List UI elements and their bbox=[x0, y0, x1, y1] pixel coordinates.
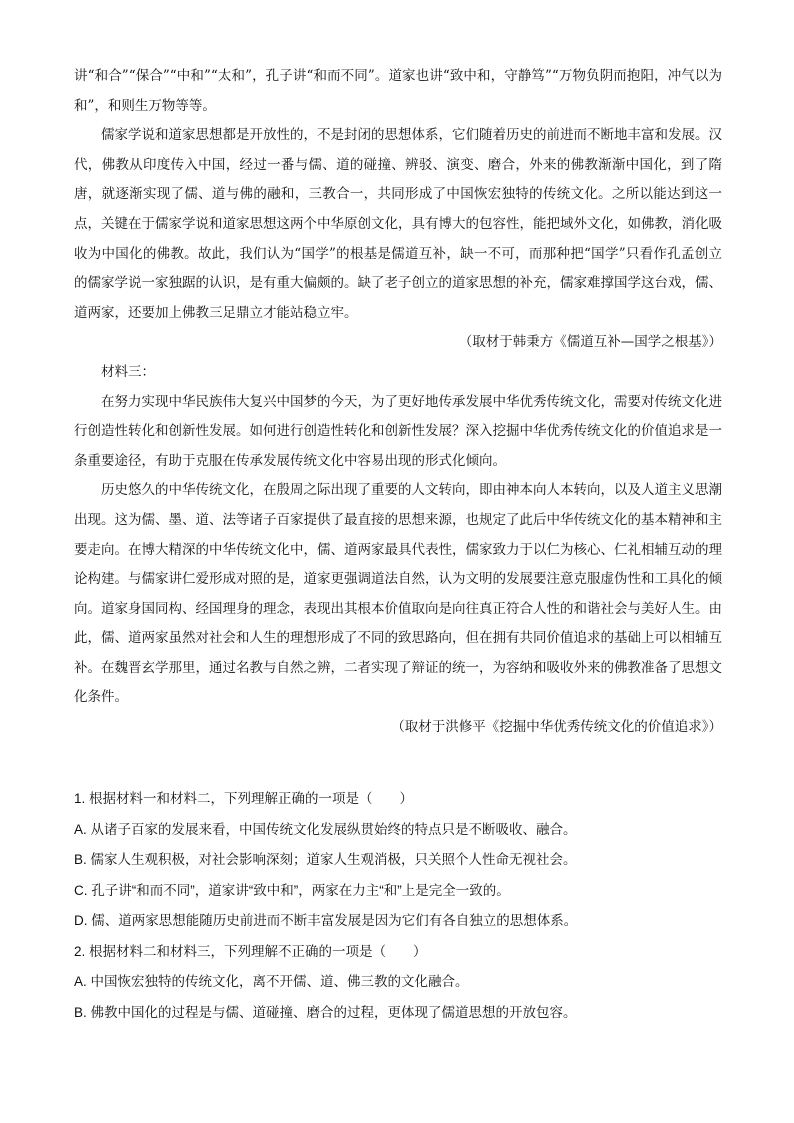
passage-paragraph: 在努力实现中华民族伟大复兴中国梦的今天，为了更好地传承发展中华优秀传统文化，需要对传统文化进行创造性转化和创新性发展。如何进行创造性转化和创新性发展？深入挖掘中华优秀传统文化的价值追求是一条重要途径，有助于克服在传承发展传统文化中容易出现的形式化倾向。 bbox=[74, 393, 722, 469]
answer-option-b: B. 儒家人生观积极，对社会影响深刻；道家人生观消极，只关照个人性命无视社会。 bbox=[74, 852, 577, 867]
answer-option-a: A. 从诸子百家的发展来看，中国传统文化发展纵贯始终的特点只是不断吸收、融合。 bbox=[74, 821, 577, 837]
answer-option-d: D. 儒、道两家思想能随历史前进而不断丰富发展是因为它们有各自独立的思想体系。 bbox=[74, 913, 578, 928]
question-list bbox=[74, 784, 722, 1028]
answer-option-a: A. 中国恢宏独特的传统文化，离不开儒、道、佛三教的文化融合。 bbox=[74, 974, 469, 989]
answer-option-c: C. 孔子讲“和而不同”，道家讲“致中和”，两家在力主“和”上是完全一致的。 bbox=[74, 882, 510, 898]
source-citation: （取材于韩秉方《儒道互补—国学之根基》） bbox=[458, 334, 722, 351]
material-heading: 材料三： bbox=[101, 363, 155, 380]
answer-option-b: B. 佛教中国化的过程是与儒、道碰撞、磨合的过程，更体现了儒道思想的开放包容。 bbox=[74, 1004, 577, 1020]
passage-paragraph-continued: 讲“和合”“保合”“中和”“太和”，孔子讲“和而不同”。道家也讲“致中和，守静笃”“万物负阴而抱阳，冲气以为和”，和则生万物等等。 bbox=[74, 68, 722, 114]
reading-passage bbox=[74, 62, 722, 743]
source-citation: （取材于洪修平《挖掘中华优秀传统文化的价值追求》） bbox=[391, 719, 722, 736]
question-stem: 1. 根据材料一和材料二，下列理解正确的一项是（ ） bbox=[74, 791, 414, 806]
passage-paragraph: 儒家学说和道家思想都是开放性的，不是封闭的思想体系，它们随着历史的前进而不断地丰富和发展。汉代，佛教从印度传入中国，经过一番与儒、道的碰撞、辨驳、演变、磨合，外来的佛教渐渐中国化，到了隋唐，就逐渐实现了儒、道与佛的融和，三教合一，共同形成了中国恢宏独特的传统文化。之所以能达到这一点，关键在于儒家学说和道家思想这两个中华原创文化，具有博大的包容性，能把域外文化，如佛教，消化吸收为中国化的佛教。故此，我们认为“国学”的根基是儒道互补，缺一不可，而那种把“国学”只看作孔孟创立的儒家学说一家独踞的认识，是有重大偏颇的。缺了老子创立的道家思想的补充，儒家难撑国学这台戏，儒、道两家，还要加上佛教三足鼎立才能站稳立牢。 bbox=[74, 127, 722, 321]
passage-paragraph: 历史悠久的中华传统文化，在殷周之际出现了重要的人文转向，即由神本向人本转向，以及人道主义思潮出现。这为儒、墨、道、法等诸子百家提供了最直接的思想来源，也规定了此后中华传统文化的基本精神和主要走向。在博大精深的中华传统文化中，儒、道两家最具代表性，儒家致力于以仁为核心、仁礼相辅互动的理论构建。与儒家讲仁爱形成对照的是，道家更强调道法自然，认为文明的发展要注意克服虚伪性和工具化的倾向。道家身国同构、经国理身的理念，表现出其根本价值取向是向往真正符合人性的和谐社会与美好人生。由此，儒、道两家虽然对社会和人生的理想形成了不同的致思路向，但在拥有共同价值追求的基础上可以相辅互补。在魏晋玄学那里，通过名教与自然之辨，二者实现了辩证的统一，为容纳和吸收外来的佛教准备了思想文化条件。 bbox=[74, 482, 722, 706]
question-stem: 2. 根据材料二和材料三，下列理解不正确的一项是（ ） bbox=[74, 943, 427, 959]
